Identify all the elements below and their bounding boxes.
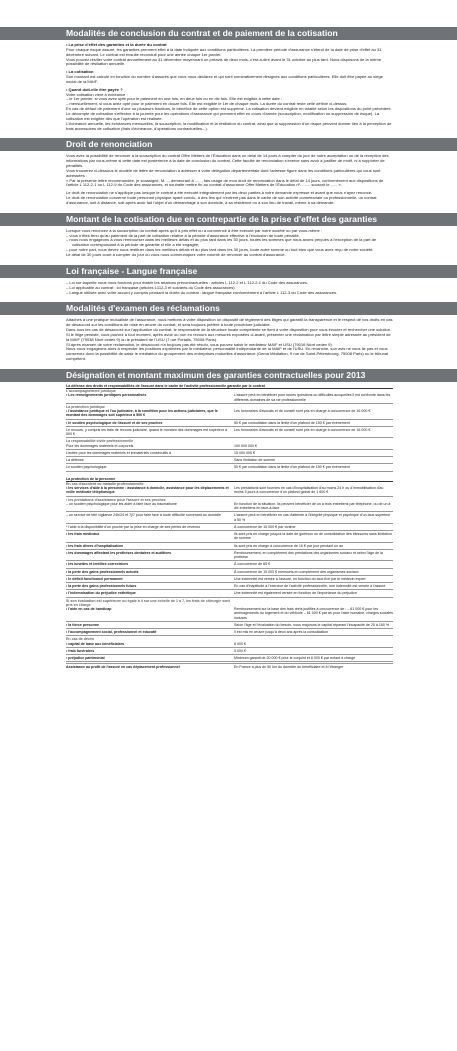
section-body-montant xyxy=(0,229,457,258)
guarantees-table xyxy=(0,384,457,670)
row-divider xyxy=(66,582,393,583)
table-cell-value: À concurrence de 15 000 € mensuels en complément des organismes sociaux xyxy=(234,569,359,574)
list-item: – mensuellement, si vous avez opté pour le paiement en douze fois. Elle est exigible le 1er de chaque mois. La durée du contrat reste celle définie ci-dessus. xyxy=(66,101,348,107)
table-cell-value xyxy=(234,599,393,608)
table-row xyxy=(66,421,393,425)
section-body-loi xyxy=(0,281,457,296)
row-divider xyxy=(66,654,393,655)
paragraph: Attachés à une pratique mutualiste de l'assurance, nous mettons à votre disposition un dispositif de règlement des litiges qui garantit la transparence et le respect de vos droits en cas de désaccord sur les conditions de mise en œuvre du contrat, et sera toujours préféré à toute procédure judiciaire. xyxy=(66,317,393,328)
table-cell-label: • le déficit fonctionnel permanent xyxy=(66,576,123,581)
section-title-reclamations: Modalités d'examen des réclamations xyxy=(0,302,457,315)
table-cell-label: • les dommages affectant les prothèses dentaires et auditives xyxy=(66,550,172,555)
row-divider xyxy=(66,589,393,590)
table-cell-value: 15 000 000 € xyxy=(234,450,255,455)
table-row xyxy=(66,570,393,574)
table-cell-label: • les lunettes et lentilles correctrices xyxy=(66,562,129,567)
table-cell-label: Le recours, y compris les frais de recours judiciaire, quand le montant des dommages est supérieur à 500 € xyxy=(66,427,227,437)
table-cell-label: • l'aide en cas de handicap xyxy=(66,607,112,612)
table-cell-value: Les honoraires d'avocats et de conseil sont pris en charge à concurrence de 16 000 € xyxy=(234,409,371,414)
table-row xyxy=(66,428,393,437)
row-divider xyxy=(66,635,393,636)
paragraph: Vous pouvez résilier votre contrat annuellement au 31 décembre moyennant un préavis de deux mois, c'est-à-dire avant le 31 octobre au plus tard. Nous disposons de la même possibilité de résiliation annuelle. xyxy=(66,56,382,67)
table-row xyxy=(66,486,393,495)
table-cell-label: Limitée pour les dommages matériels et immatériels consécutifs à xyxy=(66,450,172,455)
table-cell-value: 8 000 € xyxy=(234,641,246,646)
table-row xyxy=(66,409,393,418)
table-cell-value: Remboursement, en complément des prestations des organismes sociaux et selon l'âge de la prothèse xyxy=(234,550,383,560)
table-cell-label: La responsabilité civile professionnelle xyxy=(66,439,134,444)
paragraph: Le délai de 30 jours court à compter du jour où vous nous communiquez votre volonté de renoncer au contrat d'assurance. xyxy=(66,252,286,257)
table-row xyxy=(66,551,393,560)
list-item: – Loi sur laquelle nous nous fondons pour établir les relations précontractuelles : articles L 112-2 et L 112-2-1 du Code des assurances. xyxy=(66,279,309,285)
list-item: – Langue utilisée avec votre accord y compris pendant la durée du contrat : langue française conformément à l'article L 112-3 du Code des assurances. xyxy=(66,289,338,295)
table-cell-label: La défense xyxy=(66,458,84,463)
list-item: – nous nous engageons à vous rembourser dans les meilleurs délais et au plus tard dans les 30 jours, toutes les sommes que nous avons perçues à l'exception de la part de cotisation correspondant à la période de garantie si elle a été engagée, xyxy=(66,237,377,248)
paragraph: Le droit de renonciation ne s'applique pas lorsque le contrat a été exécuté intégralement par les deux parties à votre demande expresse et avant que vous n'ayez renoncé. xyxy=(66,190,373,196)
section-title-conclusion: Modalités de conclusion du contrat et de paiement de la cotisation xyxy=(0,27,457,40)
table-row xyxy=(66,525,393,529)
row-divider xyxy=(66,449,393,450)
paragraph: Vous trouverez ci-dessous le modèle de lettre de renonciation à adresser à votre délégation départementale dont l'adresse figure dans les conditions particulières qui vous sont adressées : xyxy=(66,167,381,178)
table-cell-label: • l'assistance juridique et l'ou judiciaire, à la condition pour les actions judiciaires, que le montant des dommages soit supérieur à 500 € xyxy=(66,409,218,418)
list-item: – vous n'êtes tenu qu'au paiement de la part de cotisation relative à la période d'assurance effective à l'exclusion de toute pénalité, xyxy=(66,232,300,238)
table-row xyxy=(66,444,393,448)
paragraph: Le décompte de cotisation s'effectue à la journée pour les opérations d'assurance qui prennent effet en cours d'année (souscription, modification ou suppression de risque). La cotisation est exigible dès que l'opération est réalisée. xyxy=(66,110,380,121)
table-row xyxy=(66,502,393,511)
row-divider xyxy=(66,542,393,543)
table-cell-label: • la perte des gains professionnels futurs xyxy=(66,584,137,589)
paragraph: « Par la présente lettre recommandée, je soussigné, M...., demeurant à ......, fais usage de mon droit de renonciation dans le délai de 14 jours, conformément aux dispositions de l'article L 112-2-1 ou L 112-9 du Code des assurances, et souhaite mettre fin au contrat d'assurance Offre Métiers de l'Éducation nº......... souscrit le ...... ». xyxy=(66,177,384,188)
table-row xyxy=(66,599,393,608)
table-row xyxy=(66,630,393,634)
row-divider xyxy=(66,426,393,427)
table-cell-label: • le soutien psychologique de l'assuré et de ses proches xyxy=(66,420,163,425)
table-group-protection xyxy=(66,482,393,663)
table-cell-label: • les frais médicaux xyxy=(66,532,100,537)
table-row xyxy=(66,642,393,646)
table-cell-value: Les honoraires d'avocats et de conseil sont pris en charge à concurrence de 16 000 € xyxy=(234,427,371,432)
table-cell-value: En cas d'inaptitude à l'exercice de l'activité professionnelle, une indemnité est versée à l'assuré xyxy=(234,584,386,589)
table-cell-value: Les prestations sont fournies en cas d'hospitalisation d'au moins 24 h ou d'immobilisation d'au moins 5 jours à concurrence d'un plafond global de 1 600 € xyxy=(234,486,384,495)
table-cell-value: 100 000 000 € xyxy=(234,443,257,448)
table-cell-label: * l'aide à la disponibilité d'un proche par la prise en charge de ses pertes de revenus xyxy=(66,524,201,529)
table-row xyxy=(66,513,393,522)
list xyxy=(66,281,393,296)
table-cell-value: En fonction de la situation, ils peuvent bénéficier de un à trois entretiens par téléphone, ou de un à dix entretiens en face-à-face xyxy=(234,501,391,511)
table-cell-label: L'accompagnement juridique xyxy=(66,389,116,394)
table-cell-label: En cas d'accident ou maladie professionnelle xyxy=(66,481,144,486)
table-cell-label: Le soutien psychologique xyxy=(66,465,107,470)
paragraph: En cas de défaut de paiement d'une ou plusieurs fractions, le bénéfice de cette option est supprimé. La cotisation devient exigible en totalité selon les dispositions du point précédent. xyxy=(66,106,392,112)
table-cell-label: • les prestations d'assistance pour l'assuré et ses proches xyxy=(66,497,166,502)
table-cell-label: • Les renseignements juridiques personnalisés xyxy=(66,393,147,398)
section-body-conclusion xyxy=(0,43,457,131)
table-cell-label: • frais funéraires xyxy=(66,648,95,653)
table-cell-value: Une indemnité est également versée en fonction de l'importance du préjudice xyxy=(234,591,357,596)
table-cell-value: 50 € par consultation dans la limite d'un plafond de 150 € par événement xyxy=(234,465,350,470)
row-divider xyxy=(66,530,393,531)
table-row xyxy=(66,465,393,469)
table-row xyxy=(66,665,393,669)
row-divider xyxy=(66,403,393,404)
table-row xyxy=(66,656,393,660)
row-divider xyxy=(66,597,393,598)
table-row xyxy=(66,623,393,627)
table-cell-label: • l'accompagnement social, professionnel et éducatif xyxy=(66,630,157,635)
table-cell-value: Remboursement sur la base des frais réels justifiés à concurrence de : – 61 000 € pour les aménagements du logement et du véhicule – 61 000 € par an pour l'aide humaine, charges sociales incluses xyxy=(234,607,393,620)
table-row xyxy=(66,584,393,588)
table-row xyxy=(66,607,393,620)
table-header: La défense des droits et responsabilités de l'assuré dans le cadre de l'activité professionnelle garantie par le contrat xyxy=(66,384,393,389)
table-cell-label: Si son évaluation est supérieure ou égale à 4 sur une échelle de 1 à 7, les frais de chirurgie sont pris en charge xyxy=(66,598,230,607)
table-cell-value: Selon l'âge et l'évaluation du besoin, nous majorons le capital réparant l'incapacité de 25 à 160 % xyxy=(234,622,390,627)
list xyxy=(66,234,393,253)
row-divider xyxy=(66,456,393,457)
table-cell-value: L'assuré peut en bénéficier pour toutes questions ou difficultés auxquelles il est confronté dans les différents domaines de sa vie professionnelle xyxy=(234,393,391,402)
section-body-renonciation xyxy=(0,154,457,205)
table-cell-value: À concurrence de 15 000 € par victime xyxy=(234,524,296,529)
row-divider xyxy=(66,568,393,569)
table-cell-value: 50 € par consultation dans la limite d'un plafond de 150 € par événement xyxy=(234,420,350,425)
table-row xyxy=(66,451,393,455)
row-divider xyxy=(66,496,393,497)
row-divider xyxy=(66,628,393,629)
table-cell-label: Assistance au profit de l'assuré en cas déplacement professionnel xyxy=(66,665,180,670)
section-title-montant: Montant de la cotisation due en contrepartie de la prise d'effet des garanties xyxy=(0,213,457,226)
paragraph: Nous nous engageons alors à respecter les positions exprimées par le médiateur, personnalité indépendante de la MAIF et de l'USU. En revanche, son avis ne vous lie pas et vous conservez donc la possibilité de saisir le médiateur du groupement des entreprises mutuelles d'assurance (Gema Médiation, 9 rue de Saint-Pétersbourg, 75008 Paris) ou le tribunal compétent. xyxy=(66,346,389,362)
subhead-cotisation: • La cotisation xyxy=(66,69,94,75)
paragraph: Vous avez la possibilité de renoncer à la souscription du contrat Offre Métiers de l'Éducation dans un délai de 14 jours à compter du jour de notre acceptation ou de la réception des informations par vous-même si cette date est postérieure à la date de conclusion du contrat. Cette faculté de renonciation s'exerce sans avoir à justifier de motif, ni à supporter de pénalités. xyxy=(66,153,389,169)
row-divider xyxy=(66,463,393,464)
list-item: – Loi applicable au contrat : loi française (articles L112-3 et suivants du Code des assurances). xyxy=(66,284,236,290)
subhead-quand: • Quand doit-elle être payée ? xyxy=(66,86,123,92)
table-row xyxy=(66,532,393,541)
list-item: – pour notre part, vous devez nous restituer dans les meilleurs délais et au plus tard dans les 30 jours, toute autre somme ou tout bien que vous avez reçu de notre société. xyxy=(66,247,374,253)
subhead-prise-effet: • La prise d'effet des garanties et la durée du contrat xyxy=(66,42,167,47)
table-cell-label: Pour les dommages matériels et corporels xyxy=(66,443,134,448)
table-header: La protection de la personne xyxy=(66,477,393,482)
section-body-reclamations xyxy=(0,318,457,362)
table-row xyxy=(66,562,393,566)
row-divider xyxy=(66,523,393,524)
table-cell-label: En cas de décès xyxy=(66,637,94,642)
table-cell-label: • capital de base aux bénéficiaires xyxy=(66,641,125,646)
paragraph: Son montant est calculé en fonction du nombre d'assurés que vous nous déclarez et qui sont nominativement désignés aux conditions particulières. Elle doit être payée au siège social de la MAIF. xyxy=(66,74,383,84)
table-cell-value: Sans limitation de somme xyxy=(234,458,276,463)
table-row xyxy=(66,393,393,402)
row-divider xyxy=(66,549,393,550)
table-cell-value: À concurrence de 65 € xyxy=(234,562,271,567)
row-divider xyxy=(66,560,393,561)
list-item: – le 1er janvier, si vous avez opté pour le paiement en une fois, en deux fois ou en dix fois. Elle est exigible à cette date ; xyxy=(66,96,282,102)
row-divider xyxy=(66,437,393,438)
row-divider xyxy=(66,471,393,472)
table-cell-label: • les services d'aide à la personne : assistance à domicile, assistance pour les déplacements et veille médicale téléphonique xyxy=(66,486,229,495)
paragraph: Pour chaque risque assuré, les garanties prennent effet à la date indiquée aux conditions particulières. La première période d'assurance s'étend de la date de prise d'effet au 31 décembre suivant. Le contrat est ensuite reconduit pour une année chaque 1er janvier. xyxy=(66,46,382,57)
row-divider xyxy=(66,647,393,648)
row-divider xyxy=(66,661,393,662)
table-row xyxy=(66,649,393,653)
table-cell-value: En France à plus de 50 km du domicile du bénéficiaire et à l'étranger xyxy=(234,665,344,670)
row-divider xyxy=(66,575,393,576)
table-cell-value: L'assuré peut en bénéficier en cas d'atteinte à l'intégrité physique et psychique d'un taux supérieur à 50 % xyxy=(234,513,391,522)
paragraph: Si le litige persiste, vous pouvez à tout moment, après avoir ou non eu recours aux mesures exposées ci-avant, présenter une réclamation par lettre simple adressée au président de la MAIF (79038 Niort cedex 9) ou le président de l'USU (7 rue Portalis, 75008 Paris). xyxy=(66,331,391,342)
table-cell-value: 5 000 € xyxy=(234,648,246,653)
table-cell-label: La protection juridique xyxy=(66,404,105,409)
row-divider xyxy=(66,419,393,420)
section-title-renonciation: Droit de renonciation xyxy=(0,138,457,151)
paragraph: Votre cotisation vient à échéance : xyxy=(66,91,128,97)
section-title-loi: Loi française - Langue française xyxy=(0,265,457,278)
table-row xyxy=(66,544,393,548)
table-cell-label: • la perte des gains professionnels actuels xyxy=(66,569,139,574)
table-row xyxy=(66,577,393,581)
table-cell-label: – un service de télé vigilance 24h/24 et 7j/7 pour faire face à toute difficulté survenant au domicile xyxy=(66,513,221,518)
section-title-garanties: Désignation et montant maximum des garanties contractuelles pour 2013 xyxy=(0,369,457,382)
table-cell-value: Ils sont pris en charge à concurrence de 16 € par jour pendant un an xyxy=(234,543,344,548)
table-cell-value: Une indemnité est versée à l'assuré, en fonction du taux fixé par le médecin expert xyxy=(234,576,366,581)
table-cell-value: Ils sont pris en charge jusqu'à la date de guérison ou de consolidation des blessures sans limitation de somme xyxy=(234,532,392,541)
document-page xyxy=(0,27,457,1051)
table-row xyxy=(66,591,393,595)
table-cell-label: • les frais divers d'hospitalisation xyxy=(66,543,123,548)
row-divider xyxy=(66,621,393,622)
table-cell-label: • l'indemnisation du préjudice esthétique xyxy=(66,591,136,596)
table-row xyxy=(66,458,393,462)
table-cell-label: – un soutien psychologique pour les aider à faire face au traumatisme xyxy=(66,501,177,506)
table-cell-label: • la tierce personne xyxy=(66,622,100,627)
paragraph: Dans tous les cas de désaccord sur l'application du contrat, le responsable de la structure locale compétente se tient à votre disposition pour vous écouter et rechercher une solution. xyxy=(66,327,392,333)
row-divider xyxy=(66,511,393,512)
table-cell-value: Minimum garanti de 20 000 € pour le conjoint et 8 000 € par enfant à charge xyxy=(234,656,356,661)
table-group-defense xyxy=(66,389,393,472)
table-cell-value: Il est mis en œuvre jusqu'à deux ans après la consolidation xyxy=(234,630,329,635)
paragraph: L'échéance annuelle, les échéances mensuelles, la souscription, la modification et la résiliation du contrat, ainsi que la suppression d'un risque peuvent donner lieu à la perception de frais accessoires de cotisation (frais d'échéance, d'opérations contractuelles...). xyxy=(66,120,392,131)
table-cell-label: • préjudice patrimonial xyxy=(66,656,105,661)
paragraph: Le droit de renonciation concerne toute personne physique ayant conclu, à des fins qui n'entrent pas dans le cadre de son activité commerciale ou professionnelle, un contrat d'assurance, soit à distance, soit après avoir fait l'objet d'un démarchage à son domicile, à sa résidence ou à son lieu de travail, même à sa demande. xyxy=(66,195,377,205)
paragraph: Si après examen de votre réclamation, le désaccord n'a toujours pas été résolu, vous pouvez saisir le médiateur MAIF et USU (79016 Niort cedex 9). xyxy=(66,341,333,347)
paragraph: Lorsque vous renoncez à la souscription du contrat après qu'il a pris effet ou a commencé à être exécuté par notre société ou par vous-même : xyxy=(66,227,323,233)
